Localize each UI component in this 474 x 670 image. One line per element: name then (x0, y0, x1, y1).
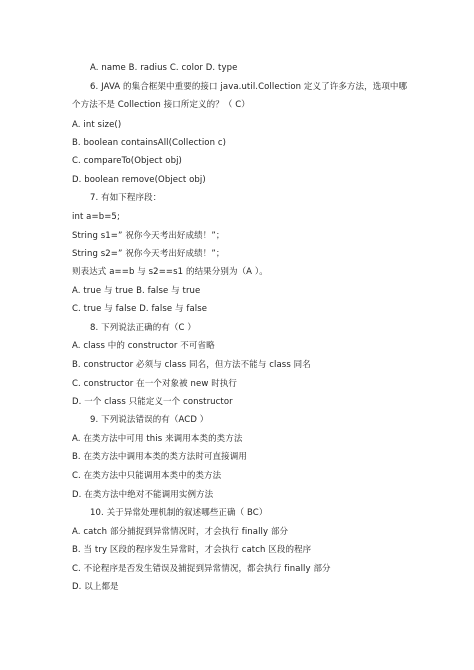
q8-option-d: D. 一个 class 只能定义一个 constructor (72, 397, 233, 407)
q6-stem-cont: 个方法不是 Collection 接口所定义的？（ C） (72, 100, 250, 110)
q8-option-c: C. constructor 在一个对象被 new 时执行 (72, 379, 238, 389)
q8-option-b: B. constructor 必须与 class 同名，但方法不能与 class 同名 (72, 360, 311, 370)
q7-options-ab: A. true 与 true B. false 与 true (72, 286, 201, 296)
q10-option-a: A. catch 部分捕捉到异常情况时，才会执行 finally 部分 (72, 527, 289, 537)
q7-question: 则表达式 a==b 与 s2==s1 的结果分别为（A ）。 (72, 267, 268, 277)
q7-options-cd: C. true 与 false D. false 与 false (72, 304, 208, 314)
q6-option-d: D. boolean remove(Object obj) (72, 175, 206, 185)
q10-option-d: D. 以上都是 (72, 582, 119, 592)
q7-code-line-1: int a=b=5; (72, 212, 120, 222)
q5-options: A. name B. radius C. color D. type (90, 63, 238, 73)
q7-code-line-2: String s1=” 祝你今天考出好成绩！”； (72, 231, 225, 241)
q10-option-c: C. 不论程序是否发生错误及捕捉到异常情况，都会执行 finally 部分 (72, 564, 331, 574)
q7-stem: 7. 有如下程序段： (90, 193, 162, 203)
q9-stem: 9. 下列说法错误的有（ACD ） (90, 415, 209, 425)
q9-option-d: D. 在类方法中绝对不能调用实例方法 (72, 490, 214, 500)
q9-option-b: B. 在类方法中调用本类的类方法时可直接调用 (72, 452, 247, 462)
q6-option-a: A. int size() (72, 120, 122, 130)
q8-stem: 8. 下列说法正确的有（C ） (90, 323, 196, 333)
q9-option-a: A. 在类方法中可用 this 来调用本类的类方法 (72, 434, 243, 444)
q9-option-c: C. 在类方法中只能调用本类中的类方法 (72, 471, 222, 481)
q7-code-line-3: String s2=” 祝你今天考出好成绩！”； (72, 249, 225, 259)
q6-option-b: B. boolean containsAll(Collection c) (72, 138, 227, 148)
q6-stem: 6. JAVA 的集合框架中重要的接口 java.util.Collection 定义了许多方法，选项中哪 (90, 82, 408, 92)
q10-option-b: B. 当 try 区段的程序发生异常时，才会执行 catch 区段的程序 (72, 545, 312, 555)
q8-option-a: A. class 中的 constructor 不可省略 (72, 341, 215, 351)
q6-option-c: C. compareTo(Object obj) (72, 156, 182, 166)
q10-stem: 10. 关于异常处理机制的叙述哪些正确（ BC） (90, 508, 268, 518)
